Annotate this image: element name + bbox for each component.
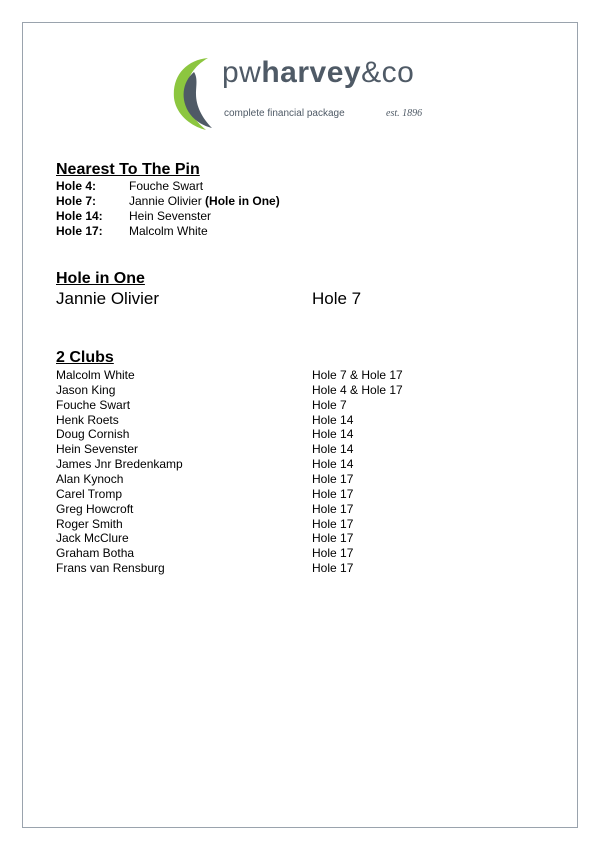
hole-in-one-title: Hole in One: [56, 270, 145, 287]
two-clubs-title: 2 Clubs: [56, 349, 114, 366]
two-clubs-row: [56, 531, 456, 546]
club-player-name: Fouche Swart: [56, 397, 131, 412]
ntp-player-cell: [129, 224, 208, 238]
two-clubs-row: [56, 368, 456, 383]
club-player-name: Alan Kynoch: [56, 471, 124, 486]
club-player-name: Doug Cornish: [56, 427, 130, 442]
swoosh-logo-icon: [164, 50, 224, 136]
two-clubs-row: [56, 457, 456, 472]
ntp-player-name: Fouche Swart: [129, 179, 204, 193]
ntp-player-cell: [129, 194, 280, 208]
two-clubs-row: [56, 442, 456, 457]
club-hole: Hole 7 & Hole 17: [312, 368, 403, 382]
ntp-hole-label: Hole 7:: [56, 194, 97, 208]
club-hole: Hole 17: [312, 501, 354, 516]
nearest-to-pin-title: Nearest To The Pin: [56, 161, 200, 178]
club-hole: Hole 17: [312, 516, 354, 531]
ntp-player-name: Hein Sevenster: [129, 209, 212, 223]
ntp-hole-label: Hole 17:: [56, 224, 103, 238]
club-player-name: Jack McClure: [56, 531, 129, 546]
two-clubs-row: [56, 546, 456, 561]
company-logo: [164, 50, 438, 136]
club-hole: Hole 17: [312, 561, 354, 576]
two-clubs-row: [56, 561, 456, 576]
club-hole: Hole 17: [312, 546, 354, 561]
ntp-player-cell: [129, 209, 211, 223]
two-clubs-row: [56, 383, 456, 398]
hole-in-one-hole: Hole 7: [312, 289, 362, 308]
ntp-player-name: Jannie Olivier: [129, 194, 202, 208]
club-player-name: Greg Howcroft: [56, 501, 134, 516]
two-clubs-row: [56, 472, 456, 487]
club-hole: Hole 17: [312, 531, 354, 546]
logo-brand-bold: harvey: [261, 56, 362, 89]
ntp-hole-label: Hole 14:: [56, 209, 103, 223]
two-clubs-row: [56, 413, 456, 428]
ntp-hole-label: Hole 4:: [56, 179, 97, 193]
club-hole: Hole 14: [312, 442, 354, 457]
club-hole: Hole 7: [312, 397, 347, 412]
club-player-name: Carel Tromp: [56, 486, 123, 501]
club-hole: Hole 17: [312, 471, 354, 486]
ntp-note: (Hole in One): [205, 194, 280, 208]
two-clubs-row: [56, 502, 456, 517]
club-player-name: Jason King: [56, 382, 116, 397]
club-hole: Hole 4 & Hole 17: [312, 382, 403, 397]
ntp-player-name: Malcolm White: [129, 224, 208, 238]
club-player-name: Hein Sevenster: [56, 442, 139, 457]
two-clubs-row: [56, 487, 456, 502]
club-player-name: Henk Roets: [56, 412, 119, 427]
logo-brand-suffix: &co: [361, 56, 415, 89]
logo-tagline: complete financial package: [224, 108, 345, 119]
club-player-name: Roger Smith: [56, 516, 123, 531]
logo-wordmark: [222, 56, 414, 90]
club-hole: Hole 14: [312, 412, 354, 427]
hole-in-one-player: Jannie Olivier: [56, 289, 159, 308]
club-player-name: James Jnr Bredenkamp: [56, 457, 183, 472]
club-hole: Hole 14: [312, 457, 354, 472]
ntp-player-cell: [129, 179, 203, 193]
club-hole: Hole 17: [312, 486, 354, 501]
two-clubs-row: [56, 427, 456, 442]
club-player-name: Malcolm White: [56, 368, 135, 382]
club-hole: Hole 14: [312, 427, 354, 442]
logo-established: est. 1896: [386, 108, 423, 119]
two-clubs-row: [56, 398, 456, 413]
logo-brand-light: pw: [222, 56, 262, 89]
club-player-name: Graham Botha: [56, 546, 135, 561]
club-player-name: Frans van Rensburg: [56, 561, 165, 576]
two-clubs-row: [56, 517, 456, 532]
